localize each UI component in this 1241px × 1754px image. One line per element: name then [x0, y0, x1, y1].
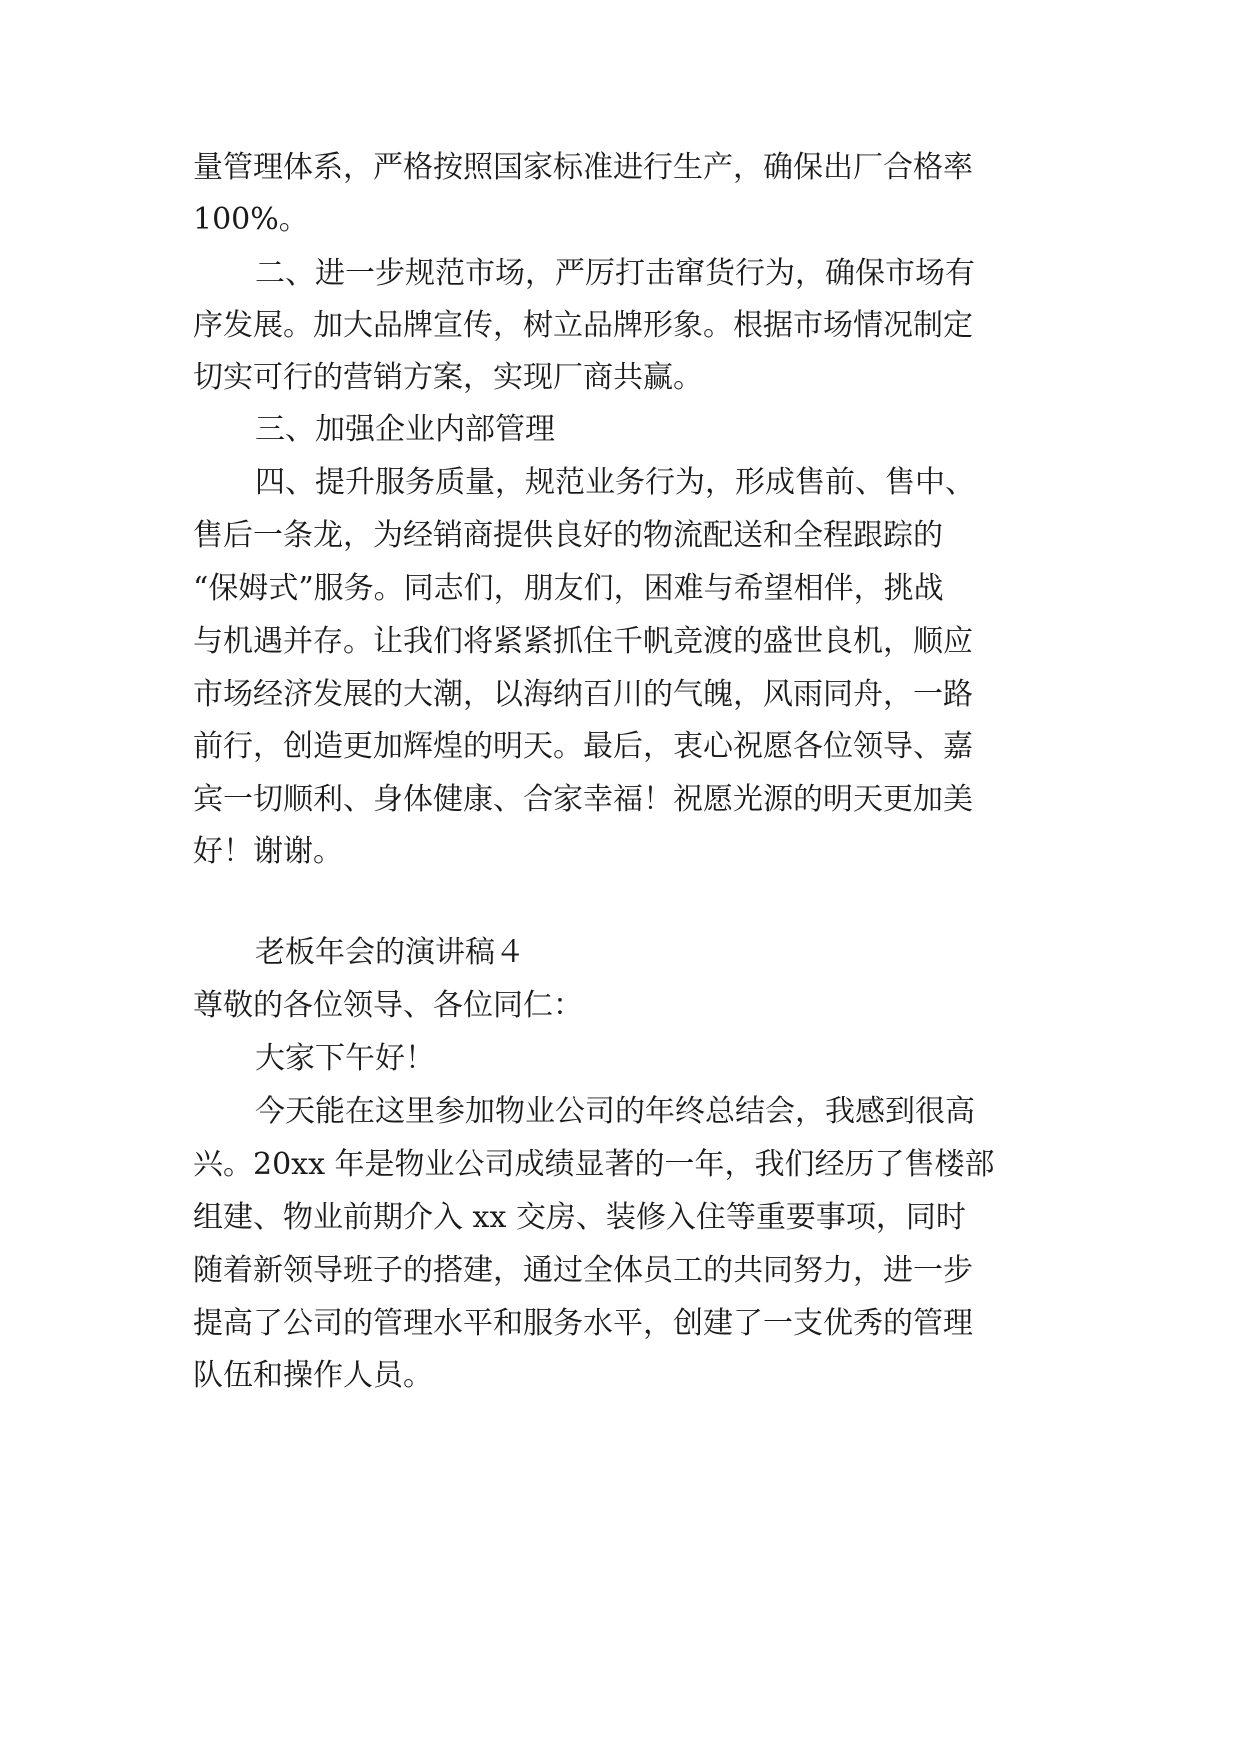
text-line: 前行，创造更加辉煌的明天。最后，衷心祝愿各位领导、嘉 [193, 729, 973, 764]
text-line: 随着新领导班子的搭建，通过全体员工的共同努力，进一步 [193, 1253, 973, 1288]
text-line: 二、进一步规范市场，严厉打击窜货行为，确保市场有 [255, 256, 975, 291]
text-line: 兴。20xx 年是物业公司成绩显著的一年，我们经历了售楼部 [193, 1147, 995, 1182]
text-line: 三、加强企业内部管理 [255, 412, 555, 447]
text-line: 量管理体系，严格按照国家标准进行生产，确保出厂合格率 [193, 150, 973, 185]
text-line: 切实可行的营销方案，实现厂商共赢。 [193, 360, 703, 395]
text-line: 市场经济发展的大潮，以海纳百川的气魄，风雨同舟，一路 [193, 677, 973, 712]
salutation: 尊敬的各位领导、各位同仁： [193, 988, 583, 1023]
text-line: 好！谢谢。 [193, 834, 343, 869]
text-line: 今天能在这里参加物业公司的年终总结会，我感到很高 [255, 1094, 975, 1129]
text-line: “保姆式”服务。同志们，朋友们，困难与希望相伴，挑战 [193, 571, 944, 606]
text-line: 宾一切顺利、身体健康、合家幸福！祝愿光源的明天更加美 [193, 782, 973, 817]
text-line: 售后一条龙，为经销商提供良好的物流配送和全程跟踪的 [193, 518, 943, 553]
text-line: 100%。 [193, 202, 309, 237]
text-line: 组建、物业前期介入 xx 交房、装修入住等重要事项，同时 [193, 1200, 966, 1235]
text-line: 与机遇并存。让我们将紧紧抓住千帆竞渡的盛世良机，顺应 [193, 624, 973, 659]
text-line: 提高了公司的管理水平和服务水平，创建了一支优秀的管理 [193, 1306, 973, 1341]
text-line: 队伍和操作人员。 [193, 1358, 433, 1393]
text-line: 序发展。加大品牌宣传，树立品牌形象。根据市场情况制定 [193, 308, 973, 343]
text-line: 四、提升服务质量，规范业务行为，形成售前、售中、 [255, 465, 975, 500]
greeting: 大家下午好！ [255, 1041, 435, 1076]
section-heading: 老板年会的演讲稿４ [255, 935, 525, 970]
